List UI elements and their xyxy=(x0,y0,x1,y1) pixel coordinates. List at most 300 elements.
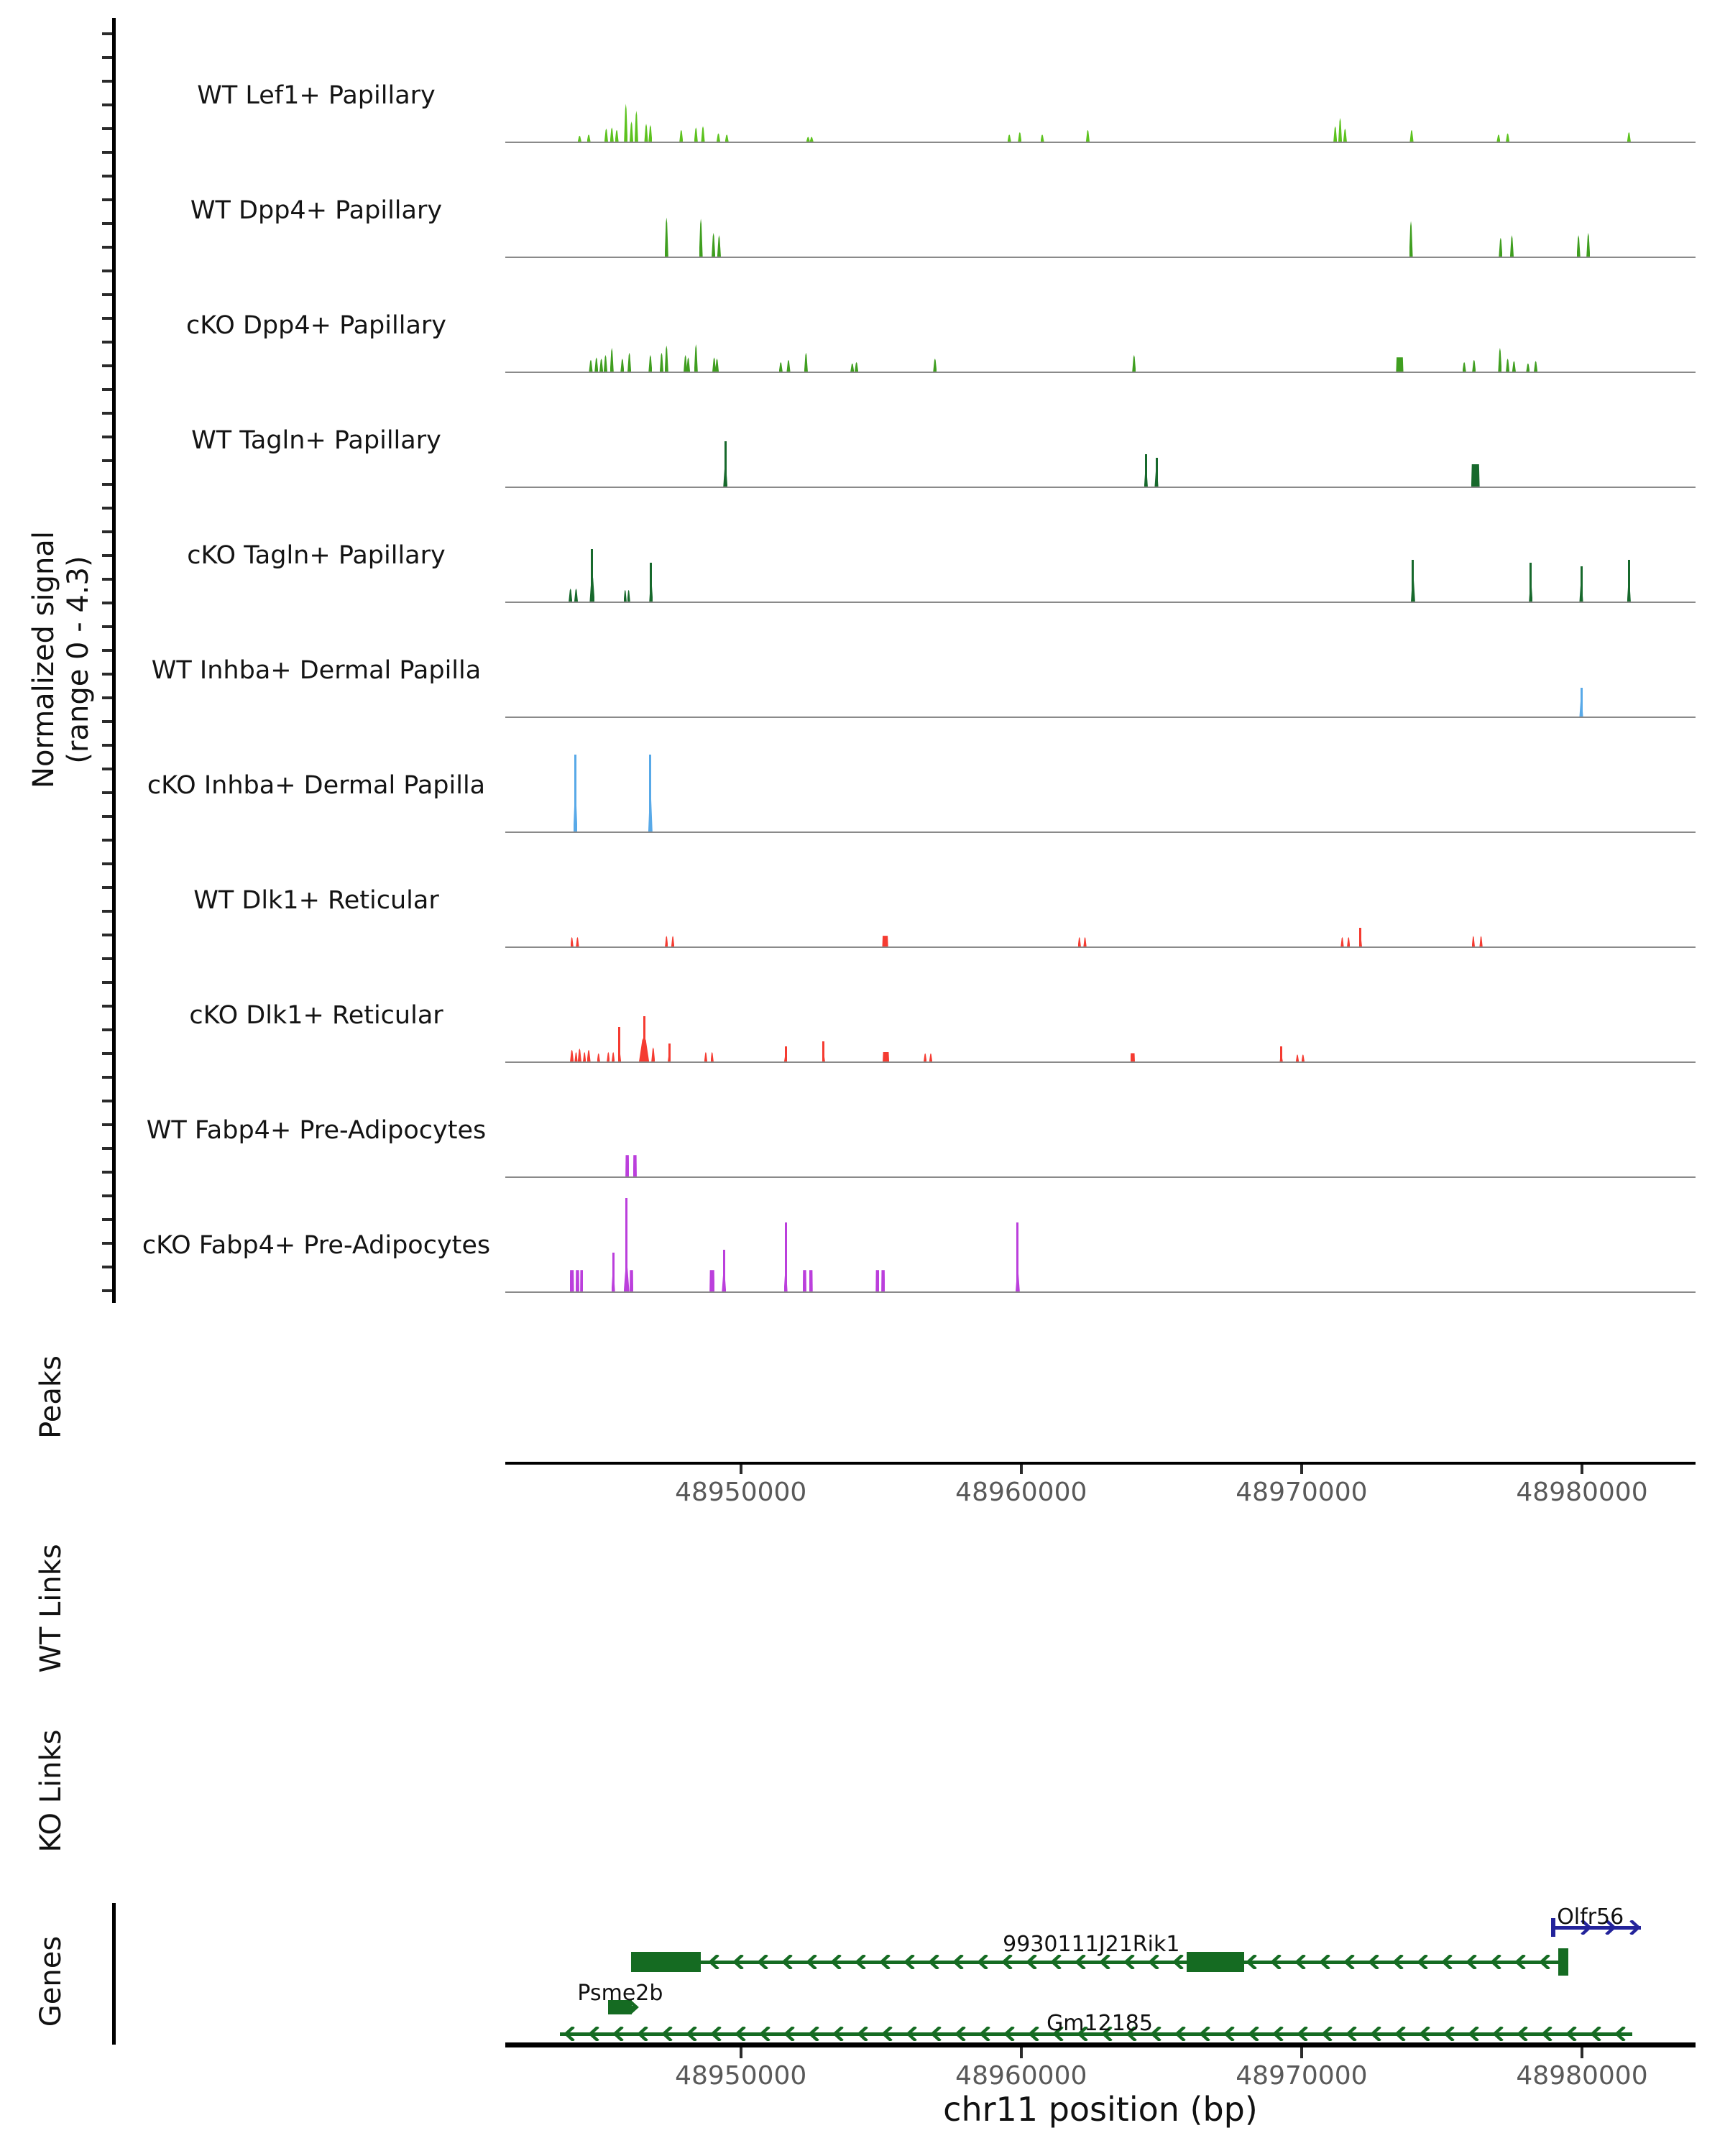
strand-arrow-left-icon xyxy=(783,2027,797,2044)
peaks-axis-tick-label: 48970000 xyxy=(1236,1478,1368,1507)
signal-peak xyxy=(712,233,715,257)
strand-arrow-left-icon xyxy=(1172,1955,1186,1972)
genes-bracket-line xyxy=(112,1903,116,2045)
signal-axis-minor-tick xyxy=(102,791,112,794)
signal-axis-minor-tick xyxy=(102,1100,112,1102)
strand-arrow-left-icon xyxy=(954,2027,968,2044)
strand-arrow-left-icon xyxy=(1123,1955,1137,1972)
signal-peak-spike xyxy=(724,441,727,487)
signal-axis-minor-tick xyxy=(102,56,112,59)
strand-arrow-left-icon xyxy=(976,1955,990,1972)
signal-axis-minor-tick xyxy=(102,1218,112,1221)
strand-arrow-left-icon xyxy=(829,1955,844,1972)
strand-arrow-left-icon xyxy=(1003,2027,1017,2044)
strand-arrow-left-icon xyxy=(1565,2027,1579,2044)
signal-peak xyxy=(607,1052,610,1061)
genome-axis-tick xyxy=(740,2047,742,2058)
strand-arrow-left-icon xyxy=(1245,1955,1259,1972)
signal-axis-minor-tick xyxy=(102,175,112,178)
strand-arrow-left-icon xyxy=(1467,2027,1481,2044)
signal-axis-minor-tick xyxy=(102,1028,112,1031)
signal-axis-minor-tick xyxy=(102,459,112,462)
signal-peak xyxy=(630,1270,633,1291)
signal-axis-line xyxy=(112,18,116,1303)
track-label: cKO Fabp4+ Pre-Adipocytes xyxy=(142,1231,491,1260)
signal-peak-spike xyxy=(668,1044,671,1061)
x-axis-title: chr11 position (bp) xyxy=(943,2090,1258,2129)
section-label-ko-links: KO Links xyxy=(34,1729,68,1853)
signal-peak-spike xyxy=(1581,688,1583,717)
signal-axis-minor-tick xyxy=(102,293,112,296)
track-label: WT Lef1+ Papillary xyxy=(197,81,436,110)
peaks-axis-tick xyxy=(1581,1465,1583,1474)
signal-peak xyxy=(933,359,937,372)
signal-peak-spike xyxy=(591,549,593,602)
genome-axis-tick xyxy=(1581,2047,1583,2058)
signal-peak xyxy=(1086,130,1090,142)
signal-peak xyxy=(578,1049,581,1061)
signal-peak xyxy=(589,360,592,372)
strand-arrow-left-icon xyxy=(1491,2027,1506,2044)
signal-peak xyxy=(701,126,704,142)
signal-peak xyxy=(612,1052,615,1061)
signal-peak xyxy=(633,1155,637,1176)
signal-peak xyxy=(630,121,633,142)
strand-arrow-left-icon xyxy=(1343,1955,1357,1972)
signal-peak xyxy=(576,937,579,946)
strand-arrow-left-icon xyxy=(1000,1955,1015,1972)
signal-peak xyxy=(1506,359,1509,372)
signal-peak xyxy=(883,1052,889,1061)
signal-peak xyxy=(803,1270,806,1291)
signal-peak xyxy=(1296,1054,1299,1061)
signal-axis-minor-tick xyxy=(102,578,112,581)
genome-axis-tick xyxy=(1020,2047,1023,2058)
strand-arrow-left-icon xyxy=(1614,2027,1628,2044)
strand-arrow-left-icon xyxy=(1296,2027,1310,2044)
signal-axis-minor-tick xyxy=(102,554,112,557)
signal-peak xyxy=(686,357,690,372)
signal-peak xyxy=(786,360,790,372)
signal-axis-minor-tick xyxy=(102,364,112,367)
signal-axis-minor-tick xyxy=(102,127,112,130)
signal-peak xyxy=(665,936,668,946)
signal-axis-minor-tick xyxy=(102,768,112,770)
signal-axis-minor-tick xyxy=(102,602,112,604)
signal-axis-minor-tick xyxy=(102,720,112,723)
signal-peak xyxy=(809,1270,813,1291)
strand-arrow-left-icon xyxy=(1247,2027,1261,2044)
signal-peak xyxy=(570,1050,574,1062)
peaks-axis-tick xyxy=(1300,1465,1303,1474)
strand-arrow-left-icon xyxy=(1147,1955,1162,1972)
signal-peak xyxy=(1463,362,1466,372)
strand-arrow-left-icon xyxy=(707,1955,722,1972)
signal-peak-spike xyxy=(1280,1046,1282,1061)
signal-peak-spike xyxy=(1016,1222,1018,1291)
genome-axis-tick-label: 48970000 xyxy=(1236,2061,1368,2091)
signal-axis-minor-tick xyxy=(102,886,112,889)
signal-peak-spike xyxy=(1359,928,1361,946)
strand-arrow-left-icon xyxy=(832,2027,846,2044)
signal-axis-minor-tick xyxy=(102,1242,112,1245)
strand-arrow-left-icon xyxy=(903,1955,917,1972)
section-label-genes: Genes xyxy=(34,1935,68,2027)
signal-peak xyxy=(610,127,614,142)
strand-arrow-left-icon xyxy=(1367,1955,1381,1972)
signal-peak xyxy=(604,129,608,142)
signal-axis-minor-tick xyxy=(102,341,112,344)
signal-peak xyxy=(717,235,721,257)
signal-peak xyxy=(625,1155,629,1176)
signal-peak xyxy=(644,124,648,142)
signal-peak xyxy=(1577,235,1581,257)
signal-peak xyxy=(855,362,858,372)
signal-axis-minor-tick xyxy=(102,1052,112,1055)
strand-arrow-left-icon xyxy=(1027,2027,1041,2044)
strand-arrow-left-icon xyxy=(1392,1955,1406,1972)
signal-peak xyxy=(694,127,698,142)
signal-peak-spike xyxy=(785,1222,787,1291)
signal-peak xyxy=(1131,1053,1135,1061)
gene-name-label: 9930111J21Rik1 xyxy=(1003,1932,1180,1957)
track-baseline xyxy=(505,1176,1696,1178)
strand-arrow-left-icon xyxy=(1589,2027,1604,2044)
signal-peak xyxy=(571,937,574,946)
strand-arrow-left-icon xyxy=(1516,2027,1530,2044)
signal-peak xyxy=(1472,360,1476,372)
signal-peak xyxy=(620,359,624,372)
signal-axis-minor-tick xyxy=(102,151,112,154)
signal-peak xyxy=(1409,221,1413,257)
signal-peak xyxy=(882,936,888,946)
track-baseline xyxy=(505,1291,1696,1293)
signal-peak xyxy=(1526,363,1530,372)
gene-name-label: Psme2b xyxy=(577,1981,663,2006)
signal-axis-minor-tick xyxy=(102,934,112,936)
signal-peak xyxy=(679,130,683,142)
signal-peak-spike xyxy=(1412,560,1414,602)
strand-arrow-left-icon xyxy=(661,2027,675,2044)
signal-axis-minor-tick xyxy=(102,388,112,391)
genome-axis-line xyxy=(505,2042,1696,2047)
signal-axis-minor-tick xyxy=(102,981,112,984)
track-label: WT Tagln+ Papillary xyxy=(191,426,441,455)
strand-arrow-left-icon xyxy=(1223,2027,1237,2044)
signal-peak xyxy=(1340,937,1343,946)
signal-peak xyxy=(810,137,814,142)
strand-arrow-left-icon xyxy=(1174,2027,1188,2044)
strand-arrow-left-icon xyxy=(1318,1955,1333,1972)
signal-axis-minor-tick xyxy=(102,1266,112,1268)
strand-arrow-left-icon xyxy=(1394,2027,1408,2044)
signal-peak xyxy=(594,357,598,372)
signal-peak xyxy=(850,363,854,372)
strand-arrow-left-icon xyxy=(732,1955,746,1972)
signal-peak xyxy=(1396,357,1403,372)
signal-peak xyxy=(1008,134,1011,142)
signal-peak-spike xyxy=(1530,563,1532,602)
strand-arrow-left-icon xyxy=(854,1955,868,1972)
signal-peak xyxy=(648,125,652,142)
signal-axis-minor-tick xyxy=(102,246,112,249)
signal-peak xyxy=(578,136,581,142)
signal-peak xyxy=(1586,233,1590,257)
signal-peak xyxy=(610,348,614,372)
signal-peak xyxy=(576,1270,579,1291)
signal-peak xyxy=(569,589,572,602)
gene-exon-box xyxy=(1551,1918,1555,1937)
strand-arrow-left-icon xyxy=(1538,1955,1552,1972)
strand-arrow-left-icon xyxy=(1369,2027,1384,2044)
signal-peak xyxy=(1409,130,1413,142)
signal-axis-minor-tick xyxy=(102,1147,112,1150)
strand-arrow-left-icon xyxy=(563,2027,577,2044)
signal-peak-spike xyxy=(618,1027,620,1061)
strand-arrow-left-icon xyxy=(880,2027,895,2044)
signal-peak xyxy=(570,1270,574,1291)
signal-peak xyxy=(715,359,719,372)
signal-peak xyxy=(1496,134,1500,142)
signal-axis-minor-tick xyxy=(102,910,112,913)
strand-arrow-left-icon xyxy=(1271,2027,1286,2044)
signal-axis-minor-tick xyxy=(102,530,112,533)
gene-exon-box xyxy=(1558,1948,1568,1976)
strand-arrow-left-icon xyxy=(856,2027,870,2044)
strand-arrow-left-icon xyxy=(1443,2027,1457,2044)
signal-peak xyxy=(624,103,627,142)
track-baseline xyxy=(505,1061,1696,1063)
strand-arrow-left-icon xyxy=(1418,2027,1432,2044)
signal-peak-spike xyxy=(574,755,576,831)
signal-peak xyxy=(711,1052,714,1061)
signal-axis-minor-tick xyxy=(102,815,112,818)
gene-name-label: Olfr56 xyxy=(1557,1904,1624,1930)
strand-arrow-right-icon xyxy=(1627,1920,1642,1938)
signal-peak xyxy=(725,134,729,142)
strand-arrow-left-icon xyxy=(1025,1955,1039,1972)
signal-peak-spike xyxy=(650,563,652,602)
signal-axis-minor-tick xyxy=(102,1005,112,1008)
signal-peak xyxy=(1018,132,1021,142)
strand-arrow-left-icon xyxy=(927,1955,942,1972)
signal-peak xyxy=(1479,936,1482,946)
signal-peak-spike xyxy=(1581,566,1583,602)
track-baseline xyxy=(505,717,1696,718)
track-label: cKO Tagln+ Papillary xyxy=(187,541,446,570)
signal-peak xyxy=(694,344,698,372)
strand-arrow-left-icon xyxy=(805,1955,819,1972)
signal-peak xyxy=(699,218,703,257)
signal-peak xyxy=(1512,361,1516,372)
strand-arrow-left-icon xyxy=(1269,1955,1284,1972)
signal-peak xyxy=(587,1050,591,1062)
strand-arrow-left-icon xyxy=(1514,1955,1528,1972)
signal-peak xyxy=(1078,937,1081,946)
peaks-axis-tick-label: 48960000 xyxy=(955,1478,1087,1507)
signal-peak xyxy=(1338,118,1342,142)
signal-peak xyxy=(1333,126,1337,142)
section-label-peaks: Peaks xyxy=(34,1355,68,1439)
signal-peak xyxy=(1132,355,1136,372)
genome-axis-tick-label: 48950000 xyxy=(675,2061,807,2091)
strand-arrow-left-icon xyxy=(758,2027,773,2044)
strand-arrow-left-icon xyxy=(1320,2027,1335,2044)
signal-peak xyxy=(574,1052,577,1061)
signal-peak xyxy=(1041,134,1044,142)
signal-peak xyxy=(635,111,638,142)
peaks-axis-tick-label: 48950000 xyxy=(675,1478,807,1507)
signal-peak xyxy=(929,1053,932,1061)
strand-arrow-left-icon xyxy=(685,2027,699,2044)
track-baseline xyxy=(505,142,1696,143)
track-baseline xyxy=(505,372,1696,373)
signal-axis-minor-tick xyxy=(102,32,112,35)
track-baseline xyxy=(505,831,1696,833)
signal-axis-minor-tick xyxy=(102,198,112,201)
track-label: cKO Dpp4+ Papillary xyxy=(186,311,446,340)
signal-axis-minor-tick xyxy=(102,103,112,106)
strand-arrow-left-icon xyxy=(587,2027,602,2044)
strand-arrow-left-icon xyxy=(636,2027,650,2044)
track-label: WT Fabp4+ Pre-Adipocytes xyxy=(146,1116,487,1145)
track-baseline xyxy=(505,487,1696,488)
gene-exon-box xyxy=(631,1952,701,1972)
signal-peak xyxy=(615,130,619,142)
signal-peak xyxy=(1510,235,1514,257)
signal-peak xyxy=(1471,464,1480,487)
signal-peak xyxy=(627,353,631,372)
signal-peak xyxy=(1534,361,1537,372)
peaks-axis-tick-label: 48980000 xyxy=(1516,1478,1648,1507)
signal-axis-minor-tick xyxy=(102,507,112,510)
signal-peak-spike xyxy=(643,1016,645,1061)
signal-peak xyxy=(665,346,668,372)
strand-arrow-left-icon xyxy=(878,1955,893,1972)
signal-peak xyxy=(709,1270,714,1291)
signal-peak xyxy=(924,1053,926,1061)
strand-arrow-left-icon xyxy=(1489,1955,1504,1972)
strand-arrow-left-icon xyxy=(1440,1955,1455,1972)
signal-peak xyxy=(1627,132,1631,142)
signal-peak xyxy=(574,589,578,602)
strand-arrow-left-icon xyxy=(1465,1955,1479,1972)
signal-axis-minor-tick xyxy=(102,1289,112,1292)
peaks-axis-tick xyxy=(1020,1465,1023,1474)
strand-arrow-left-icon xyxy=(978,2027,993,2044)
signal-axis-minor-tick xyxy=(102,673,112,676)
strand-arrow-left-icon xyxy=(1540,2027,1555,2044)
peaks-axis-tick xyxy=(740,1465,742,1474)
signal-peak xyxy=(671,936,674,946)
signal-peak-spike xyxy=(1628,560,1630,602)
signal-axis-minor-tick xyxy=(102,1123,112,1126)
signal-peak xyxy=(583,1052,586,1061)
signal-axis-minor-tick xyxy=(102,1194,112,1197)
signal-peak xyxy=(1506,133,1509,142)
strand-arrow-left-icon xyxy=(1074,1955,1088,1972)
signal-axis-minor-tick xyxy=(102,270,112,272)
signal-peak-spike xyxy=(612,1253,615,1291)
signal-axis-minor-tick xyxy=(102,744,112,747)
signal-peak-spike xyxy=(1145,454,1147,487)
track-label: WT Inhba+ Dermal Papilla xyxy=(151,656,482,685)
signal-axis-minor-tick xyxy=(102,1171,112,1174)
signal-peak xyxy=(806,137,810,142)
peaks-axis-line xyxy=(505,1462,1696,1465)
strand-arrow-left-icon xyxy=(1294,1955,1308,1972)
signal-axis-minor-tick xyxy=(102,862,112,865)
gene-name-label: Gm12185 xyxy=(1046,2011,1153,2036)
y-axis-label-line2: (range 0 - 4.3) xyxy=(62,556,95,764)
strand-arrow-left-icon xyxy=(781,1955,795,1972)
genome-axis-tick xyxy=(1300,2047,1303,2058)
strand-arrow-left-icon xyxy=(1416,1955,1430,1972)
track-baseline xyxy=(505,602,1696,603)
signal-axis-minor-tick xyxy=(102,412,112,415)
signal-peak xyxy=(875,1270,879,1291)
signal-peak xyxy=(587,134,591,142)
signal-peak xyxy=(1499,238,1502,257)
track-label: cKO Inhba+ Dermal Papilla xyxy=(147,771,486,800)
signal-peak-spike xyxy=(785,1046,787,1061)
signal-axis-minor-tick xyxy=(102,957,112,960)
track-baseline xyxy=(505,946,1696,948)
signal-peak xyxy=(599,359,603,372)
signal-axis-minor-tick xyxy=(102,222,112,225)
signal-peak xyxy=(580,1270,583,1291)
signal-peak xyxy=(1347,937,1350,946)
signal-peak xyxy=(1302,1054,1305,1061)
signal-peak xyxy=(648,355,652,372)
strand-arrow-left-icon xyxy=(952,1955,966,1972)
signal-peak xyxy=(651,1047,655,1061)
signal-peak xyxy=(604,355,607,372)
signal-peak xyxy=(779,362,783,372)
signal-peak-spike xyxy=(1156,458,1158,487)
signal-axis-minor-tick xyxy=(102,625,112,628)
strand-arrow-left-icon xyxy=(1098,1955,1113,1972)
strand-arrow-left-icon xyxy=(905,2027,919,2044)
signal-peak xyxy=(804,353,808,372)
strand-arrow-left-icon xyxy=(709,2027,724,2044)
signal-peak xyxy=(1083,937,1086,946)
strand-arrow-left-icon xyxy=(1345,2027,1359,2044)
signal-axis-minor-tick xyxy=(102,80,112,83)
signal-axis-minor-tick xyxy=(102,696,112,699)
track-label: WT Dpp4+ Papillary xyxy=(190,196,443,225)
signal-peak xyxy=(665,218,668,257)
signal-peak xyxy=(1498,348,1501,372)
signal-axis-minor-tick xyxy=(102,436,112,438)
section-label-wt-links: WT Links xyxy=(34,1544,68,1673)
y-axis-label-line1: Normalized signal xyxy=(27,531,60,788)
genome-axis-tick-label: 48980000 xyxy=(1516,2061,1648,2091)
signal-peak xyxy=(717,133,720,142)
signal-peak xyxy=(1472,936,1475,946)
signal-peak-spike xyxy=(625,1198,627,1291)
signal-peak xyxy=(1343,129,1347,142)
signal-peak xyxy=(624,590,627,602)
signal-peak xyxy=(881,1270,885,1291)
strand-arrow-left-icon xyxy=(1049,1955,1064,1972)
signal-peak xyxy=(704,1052,707,1061)
signal-peak xyxy=(597,1053,600,1061)
strand-arrow-left-icon xyxy=(734,2027,748,2044)
strand-arrow-left-icon xyxy=(1198,2027,1213,2044)
track-baseline xyxy=(505,257,1696,258)
track-label: WT Dlk1+ Reticular xyxy=(193,886,439,915)
